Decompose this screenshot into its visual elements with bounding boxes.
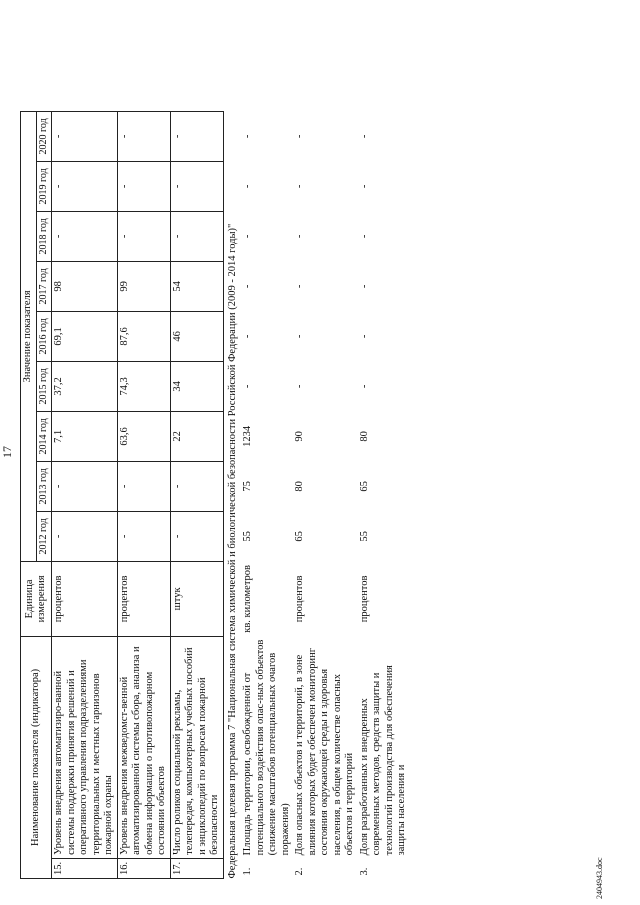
row-value: 46 xyxy=(170,311,223,361)
table-row xyxy=(52,111,118,878)
row-value: - xyxy=(242,134,253,139)
page-number: 17 xyxy=(0,446,14,458)
row-value: - xyxy=(294,334,305,339)
row-value: 74,3 xyxy=(117,361,170,411)
row-value: 55 xyxy=(358,531,370,542)
row-value: 37,2 xyxy=(52,361,118,411)
row-value: 22 xyxy=(170,411,223,461)
row-number: 16. xyxy=(117,858,170,878)
row-value: - xyxy=(170,161,223,211)
row-value: 69,1 xyxy=(52,311,118,361)
row-value: - xyxy=(242,334,253,339)
row-unit: процентов xyxy=(52,561,118,636)
row-value: 63,6 xyxy=(117,411,170,461)
program-title: Федеральная целевая программа 7 "Национальная система химической и биологической безопасности Российской Федерации (2009 - 2014 годы)" xyxy=(226,223,238,879)
row-value: - xyxy=(52,111,118,161)
header-year: 2014 год xyxy=(36,411,52,461)
indicator-table xyxy=(20,111,410,879)
row-value: - xyxy=(170,211,223,261)
table-row xyxy=(358,111,410,878)
row-value: - xyxy=(242,234,253,239)
row-value: - xyxy=(117,111,170,161)
header-value-group: Значение показателя xyxy=(21,111,37,561)
row-unit: процентов xyxy=(358,575,370,623)
row-value: - xyxy=(52,211,118,261)
row-unit: процентов xyxy=(117,561,170,636)
row-value: 99 xyxy=(117,261,170,311)
row-value: 90 xyxy=(294,431,305,442)
row-name: Площадь территории, освобожденной от потенциального воздействия опас-ных объектов (снижение масштабов потенциальных очагов поражения) xyxy=(242,639,291,856)
row-value: - xyxy=(294,134,305,139)
header-name: Наименование показателя (индикатора) xyxy=(21,636,52,878)
header-year: 2017 год xyxy=(36,261,52,311)
header-year: 2015 год xyxy=(36,361,52,411)
row-value: 65 xyxy=(358,481,370,492)
header-year: 2019 год xyxy=(36,161,52,211)
row-value: 98 xyxy=(52,261,118,311)
row-unit: процентов xyxy=(294,575,305,623)
row-value: - xyxy=(358,184,370,189)
row-value: - xyxy=(117,461,170,511)
table-row xyxy=(170,111,223,878)
row-value: - xyxy=(294,384,305,389)
row-name: Доля разработанных и внедренных современных методов, средств защиты и технологий производства для обеспечения защиты населения и xyxy=(358,665,407,856)
row-number: 17. xyxy=(170,858,223,878)
header-year: 2012 год xyxy=(36,511,52,561)
row-value: - xyxy=(294,184,305,189)
table-row xyxy=(293,111,358,878)
header-unit: Единица измерения xyxy=(21,561,52,636)
row-value: - xyxy=(294,284,305,289)
row-value: - xyxy=(52,511,118,561)
row-value: - xyxy=(117,211,170,261)
row-value: 55 xyxy=(242,531,253,542)
row-value: 7,1 xyxy=(52,411,118,461)
row-value: - xyxy=(358,234,370,239)
header-year: 2018 год xyxy=(36,211,52,261)
row-unit: кв. километров xyxy=(242,564,253,633)
header-year: 2016 год xyxy=(36,311,52,361)
row-value: - xyxy=(242,284,253,289)
row-value: - xyxy=(117,511,170,561)
row-value: 34 xyxy=(170,361,223,411)
row-name: Уровень внедрения автоматизиро-ванной системы поддержки принятия решений и оперативного управления подразделениями территориальных и местных гарнизонов пожарной охраны xyxy=(52,636,118,858)
row-value: 65 xyxy=(294,531,305,542)
row-value: 54 xyxy=(170,261,223,311)
header-year: 2013 год xyxy=(36,461,52,511)
row-value: - xyxy=(242,384,253,389)
row-value: - xyxy=(170,461,223,511)
program-row xyxy=(223,111,241,878)
row-value: 1234 xyxy=(242,425,253,447)
row-value: - xyxy=(358,384,370,389)
row-value: - xyxy=(242,184,253,189)
row-value: - xyxy=(358,334,370,339)
row-value: 75 xyxy=(242,481,253,492)
header-row-1 xyxy=(21,111,37,878)
row-number: 2. xyxy=(294,867,305,876)
row-value: - xyxy=(52,161,118,211)
row-value: - xyxy=(170,511,223,561)
row-value: - xyxy=(358,284,370,289)
row-value: 87,6 xyxy=(117,311,170,361)
table-row xyxy=(117,111,170,878)
row-value: - xyxy=(117,161,170,211)
header-year: 2020 год xyxy=(36,111,52,161)
row-name: Уровень внедрения межведомст-венной автоматизированной системы сбора, анализа и обмена информации о противопожарном состоянии объектов xyxy=(117,636,170,858)
row-unit: штук xyxy=(170,561,223,636)
row-value: - xyxy=(358,134,370,139)
row-value: - xyxy=(170,111,223,161)
table-row xyxy=(241,111,293,878)
row-number: 15. xyxy=(52,858,118,878)
row-number: 1. xyxy=(242,867,253,876)
row-number: 3. xyxy=(358,867,370,876)
document-footer: 2404943.doc xyxy=(595,857,604,899)
row-name: Число роликов социальной рекламы, телепередач, компьютерных учебных пособий и энциклопедий по вопросам пожарной безопасности xyxy=(170,636,223,858)
row-value: - xyxy=(294,234,305,239)
row-value: 80 xyxy=(294,481,305,492)
row-value: - xyxy=(52,461,118,511)
row-name: Доля опасных объектов и территорий, в зоне влияния которых будет обеспечен мониторинг состояния окружающей среды и здоровья населения, в общем количестве опасных объектов и территорий xyxy=(294,648,355,856)
row-value: 80 xyxy=(358,431,370,442)
